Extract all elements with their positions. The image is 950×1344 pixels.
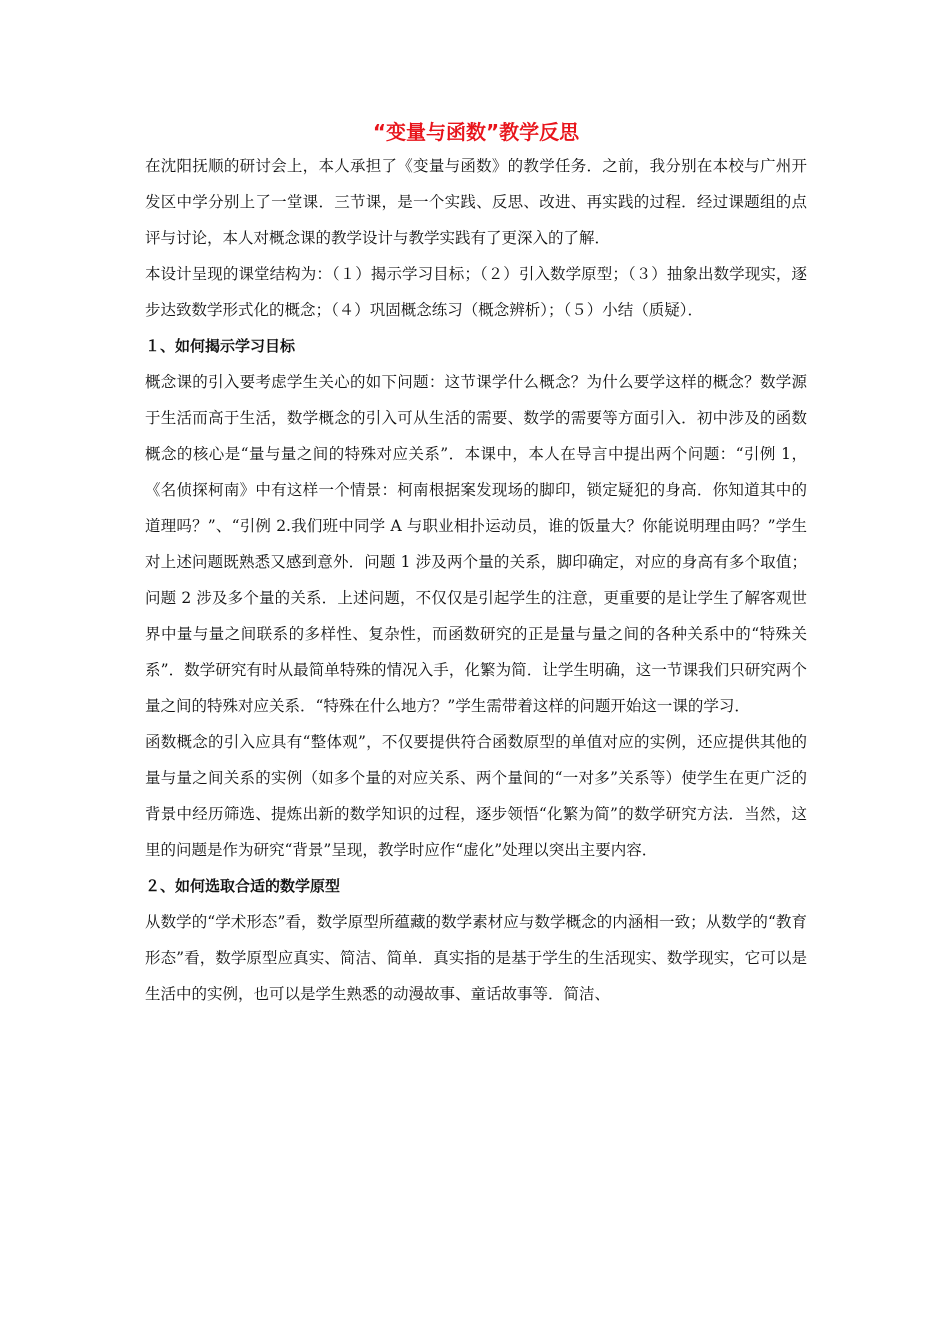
intro-paragraph-1: 在沈阳抚顺的研讨会上，本人承担了《变量与函数》的教学任务．之前，我分别在本校与广州开发区中学分别上了一堂课．三节课，是一个实践、反思、改进、再实践的过程．经过课题组的点评与讨论，本人对概念课的教学设计与教学实践有了更深入的了解． <box>145 157 807 247</box>
intro-paragraph-2: 本设计呈现的课堂结构为：（１）揭示学习目标；（２）引入数学原型；（３）抽象出数学现实，逐步达致数学形式化的概念；（４）巩固概念练习（概念辨析）；（５）小结（质疑）． <box>145 265 807 319</box>
section-1-paragraph-1: 概念课的引入要考虑学生关心的如下问题：这节课学什么概念？为什么要学这样的概念？数学源于生活而高于生活，数学概念的引入可从生活的需要、数学的需要等方面引入．初中涉及的函数概念的核心是“量与量之间的特殊对应关系”．本课中，本人在导言中提出两个问题：“引例 1，《名侦探柯南》中有这样一个情景：柯南根据案发现场的脚印，锁定疑犯的身高．你知道其中的道理吗？”、“引例 2.我们班中同学 A 与职业相扑运动员，谁的饭量大？你能说明理由吗？”学生对上述问题既熟悉又感到意外．问题 1 涉及两个量的关系，脚印确定，对应的身高有多个取值；问题 2 涉及多个量的关系．上述问题，不仅仅是引起学生的注意，更重要的是让学生了解客观世界中量与量之间联系的多样性、复杂性，而函数研究的正是量与量之间的各种关系中的“特殊关系”．数学研究有时从最简单特殊的情况入手，化繁为简．让学生明确，这一节课我们只研究两个量之间的特殊对应关系．“特殊在什么地方？”学生需带着这样的问题开始这一课的学习． <box>145 373 807 715</box>
section-2-heading: ２、如何选取合适的数学原型 <box>145 877 341 895</box>
section-1-paragraph-2: 函数概念的引入应具有“整体观”，不仅要提供符合函数原型的单值对应的实例，还应提供其他的量与量之间关系的实例（如多个量的对应关系、两个量间的“一对多”关系等）使学生在更广泛的背景中经历筛选、提炼出新的数学知识的过程，逐步领悟“化繁为简”的数学研究方法．当然，这里的问题是作为研究“背景”呈现，教学时应作“虚化”处理以突出主要内容． <box>145 733 807 859</box>
section-2-paragraph-1: 从数学的“学术形态”看，数学原型所蕴藏的数学素材应与数学概念的内涵相一致；从数学的“教育形态”看，数学原型应真实、简洁、简单．真实指的是基于学生的生活现实、数学现实，它可以是生活中的实例，也可以是学生熟悉的动漫故事、童话故事等．简洁、 <box>145 913 807 1003</box>
section-1-heading: １、如何揭示学习目标 <box>145 337 296 355</box>
document-page <box>145 118 807 1012</box>
document-title: “变量与函数”教学反思 <box>372 120 580 144</box>
